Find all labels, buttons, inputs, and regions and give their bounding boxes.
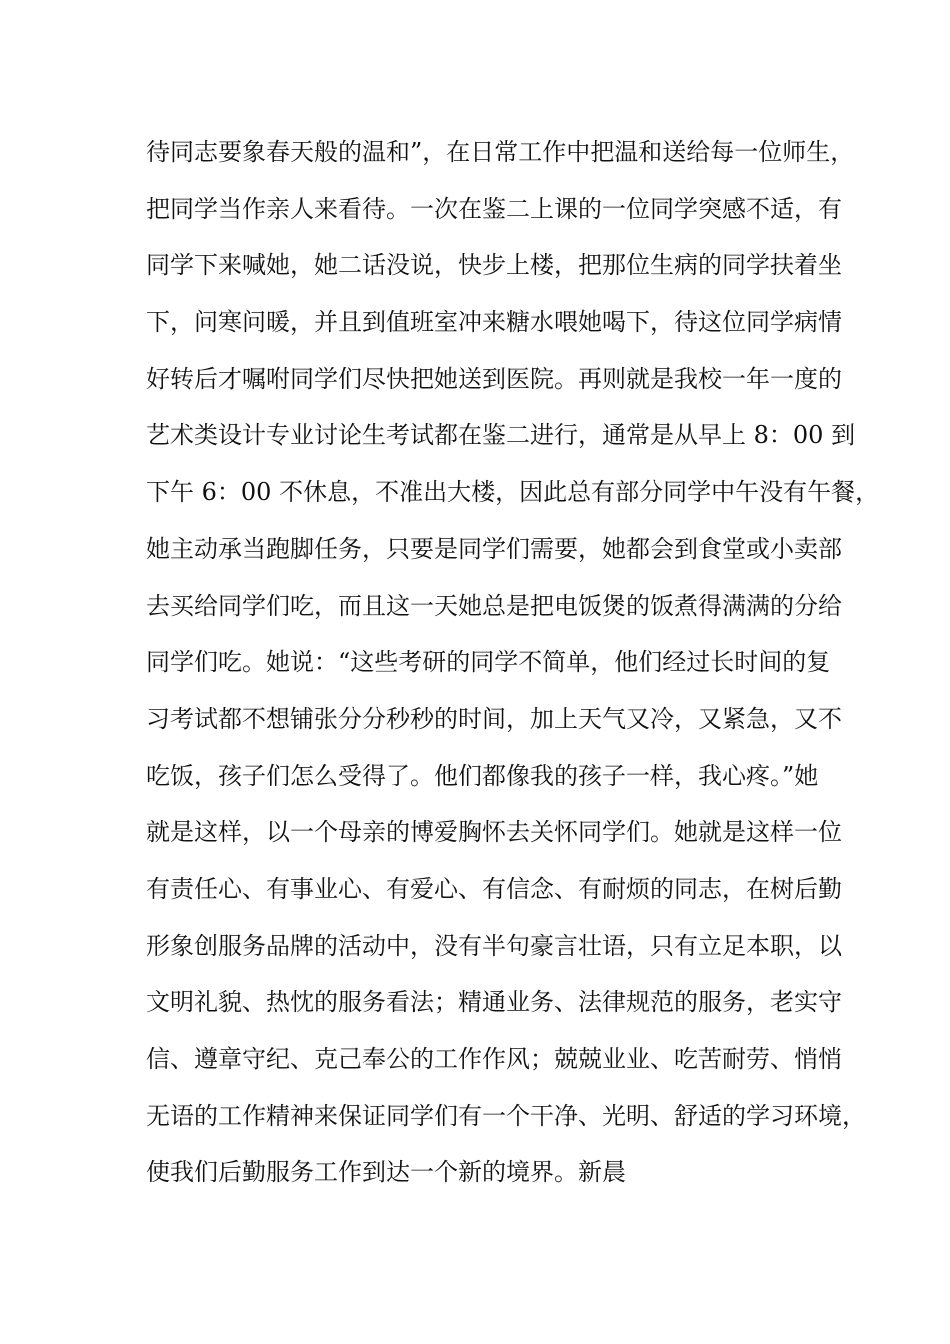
text-line-3: 同学下来喊她，她二话没说，快步上楼，把那位生病的同学扶着坐: [146, 251, 842, 280]
text-line-13: 就是这样，以一个母亲的博爱胸怀去关怀同学们。她就是这样一位: [146, 818, 842, 847]
text-line-19: 使我们后勤服务工作到达一个新的境界。新晨: [146, 1158, 626, 1187]
text-line-12: 吃饭，孩子们怎么受得了。他们都像我的孩子一样，我心疼。”她: [146, 761, 819, 790]
text-line-8: 她主动承当跑脚任务，只要是同学们需要，她都会到食堂或小卖部: [146, 534, 842, 563]
text-line-9: 去买给同学们吃，而且这一天她总是把电饭煲的饭煮得满满的分给: [146, 591, 842, 620]
text-line-1: 待同志要象春天般的温和”，在日常工作中把温和送给每一位师生，: [146, 138, 855, 166]
body-text: [146, 124, 880, 1201]
text-line-18: 无语的工作精神来保证同学们有一个干净、光明、舒适的学习环境，: [146, 1101, 866, 1130]
text-line-4: 下，问寒问暖，并且到值班室冲来糖水喂她喝下，待这位同学病情: [146, 308, 842, 337]
text-line-5: 好转后才嘱咐同学们尽快把她送到医院。再则就是我校一年一度的: [146, 364, 842, 393]
text-line-10: 同学们吃。她说：“这些考研的同学不简单，他们经过长时间的复: [146, 648, 831, 677]
text-line-16: 文明礼貌、热忱的服务看法；精通业务、法律规范的服务，老实守: [146, 988, 842, 1017]
text-line-15: 形象创服务品牌的活动中，没有半句豪言壮语，只有立足本职，以: [146, 931, 842, 960]
text-line-6: 艺术类设计专业讨论生考试都在鉴二进行，通常是从早上 8：00 到: [146, 421, 856, 450]
text-line-17: 信、遵章守纪、克己奉公的工作作风；兢兢业业、吃苦耐劳、悄悄: [146, 1045, 842, 1073]
text-line-11: 习考试都不想铺张分分秒秒的时间，加上天气又冷，又紧急，又不: [146, 704, 842, 733]
text-line-14: 有责任心、有事业心、有爱心、有信念、有耐烦的同志，在树后勤: [146, 874, 842, 903]
text-line-2: 把同学当作亲人来看待。一次在鉴二上课的一位同学突感不适，有: [146, 194, 842, 223]
text-line-7: 下午 6：00 不休息，不准出大楼，因此总有部分同学中午没有午餐，: [146, 478, 880, 507]
